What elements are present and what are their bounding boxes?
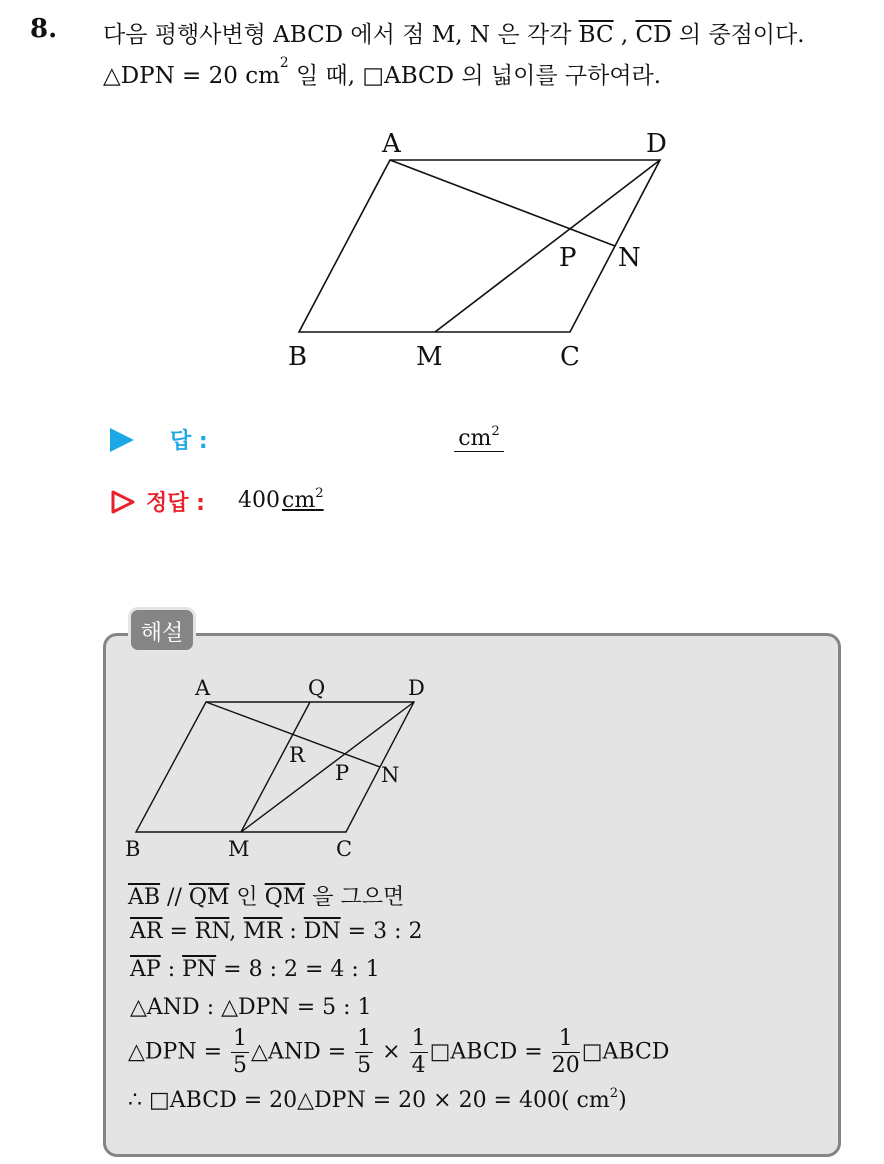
sol1-end: 을 그으면 <box>305 885 405 910</box>
answer-input[interactable] <box>454 426 504 452</box>
solution-line-3 <box>130 957 380 982</box>
sol5-end: □ABCD <box>581 1039 670 1065</box>
outline-triangle-icon <box>110 489 136 515</box>
fig2-label-d: D <box>408 676 425 700</box>
seg-rn: $\overline{RN}$ <box>194 919 230 944</box>
segment-an <box>390 160 615 246</box>
seg-qm-2: $\overline{QM}$ <box>264 885 306 910</box>
fig2-label-n: N <box>381 763 400 787</box>
sol6-exp: 2 <box>609 1086 619 1101</box>
sol5-mid1: △AND = <box>251 1039 354 1065</box>
fig2-label-q: Q <box>308 676 326 700</box>
frac1-den: 5 <box>233 1053 248 1078</box>
sol5-mid2: □ABCD = <box>429 1039 550 1065</box>
correct-value-group <box>238 488 324 513</box>
question-number: 8. <box>30 14 58 44</box>
parallelogram-abcd <box>299 160 660 332</box>
fig1-label-b: B <box>288 342 308 372</box>
solution-line-2 <box>130 919 423 944</box>
solution-figure <box>118 670 438 865</box>
solution-tab-label: 해설 <box>140 621 184 646</box>
question-line1-post: 의 중점이다. <box>671 22 805 48</box>
sol2-end: = 3 : 2 <box>340 919 423 944</box>
sol1-mid: 인 <box>229 885 265 910</box>
question-line2-exp: 2 <box>279 55 289 71</box>
seg-pn: $\overline{PN}$ <box>182 957 217 982</box>
parallel-symbol: // <box>160 885 189 910</box>
fig1-label-n: N <box>618 243 641 273</box>
sol2-eq: = <box>162 919 195 944</box>
frac2-den: 5 <box>357 1053 372 1078</box>
question-line-1 <box>103 16 805 49</box>
sol6-pre: ∴ □ABCD = 20△DPN = 20 × 20 = 400( cm <box>128 1088 610 1113</box>
seg-ab: $\overline{AB}$ <box>128 885 161 910</box>
fig2-segment-qm <box>241 702 310 832</box>
parallelogram-figure <box>270 120 690 380</box>
answer-label: 답 : <box>170 429 208 454</box>
answer-row <box>110 424 530 460</box>
question-line2-pre: △DPN = 20 cm <box>103 63 280 89</box>
question-line-2 <box>103 57 661 90</box>
correct-unit-text: cm <box>282 488 316 513</box>
segment-cd: $\overline{CD}$ <box>635 22 672 48</box>
frac3-den: 4 <box>411 1053 426 1078</box>
answer-unit: cm <box>458 426 492 451</box>
fig1-label-d: D <box>646 129 667 159</box>
fig2-label-p: P <box>335 761 350 785</box>
fraction-1-5 <box>231 1028 249 1077</box>
fig1-label-p: P <box>559 243 577 273</box>
fraction-1-5-b <box>355 1028 373 1077</box>
seg-mr: $\overline{MR}$ <box>243 919 283 944</box>
solution-line-5 <box>128 1028 669 1077</box>
seg-ap: $\overline{AP}$ <box>130 957 161 982</box>
fig2-label-b: B <box>125 837 141 861</box>
correct-unit <box>282 488 324 513</box>
fig2-label-a: A <box>195 676 211 700</box>
frac2-num: 1 <box>357 1026 372 1051</box>
frac4-den: 20 <box>551 1053 580 1078</box>
sol5-times: × <box>375 1039 408 1065</box>
frac3-num: 1 <box>411 1026 426 1051</box>
seg-dn: $\overline{DN}$ <box>303 919 341 944</box>
sol6-post: ) <box>618 1088 627 1113</box>
solution-line-1 <box>128 880 404 911</box>
sol5-start: △DPN = <box>128 1039 230 1065</box>
frac4-num: 1 <box>552 1028 580 1053</box>
fig1-label-a: A <box>382 129 401 159</box>
question-comma: , <box>613 22 636 48</box>
question-line2-post: 일 때, □ABCD 의 넓이를 구하여라. <box>288 63 662 89</box>
solution-line-4: △AND : △DPN = 5 : 1 <box>130 995 372 1020</box>
correct-answer-row <box>110 486 510 522</box>
sol2-colon: : <box>282 919 304 944</box>
seg-ar: $\overline{AR}$ <box>130 919 163 944</box>
answer-unit-exp: 2 <box>491 424 500 439</box>
fig2-label-r: R <box>289 743 305 767</box>
correct-label: 정답 : <box>146 491 205 516</box>
solution-line-6 <box>128 1088 627 1113</box>
seg-qm: $\overline{QM}$ <box>188 885 230 910</box>
fraction-1-4 <box>410 1028 428 1077</box>
sol3-end: = 8 : 2 = 4 : 1 <box>216 957 380 982</box>
question-line1-pre: 다음 평행사변형 ABCD 에서 점 M, N 은 각각 <box>103 22 579 48</box>
sol3-colon: : <box>160 957 183 982</box>
frac1-num: 1 <box>233 1026 248 1051</box>
sol2-comma: , <box>229 919 244 944</box>
segment-bc: $\overline{BC}$ <box>578 22 614 48</box>
play-triangle-icon <box>110 428 134 452</box>
fig1-label-m: M <box>416 342 443 372</box>
fig2-label-m: M <box>228 837 250 861</box>
correct-value: 400 <box>238 488 280 513</box>
correct-unit-exp: 2 <box>315 486 324 501</box>
fig2-label-c: C <box>336 837 353 861</box>
solution-tab <box>128 607 196 653</box>
fraction-1-20 <box>552 1028 580 1077</box>
fig1-label-c: C <box>560 342 580 372</box>
